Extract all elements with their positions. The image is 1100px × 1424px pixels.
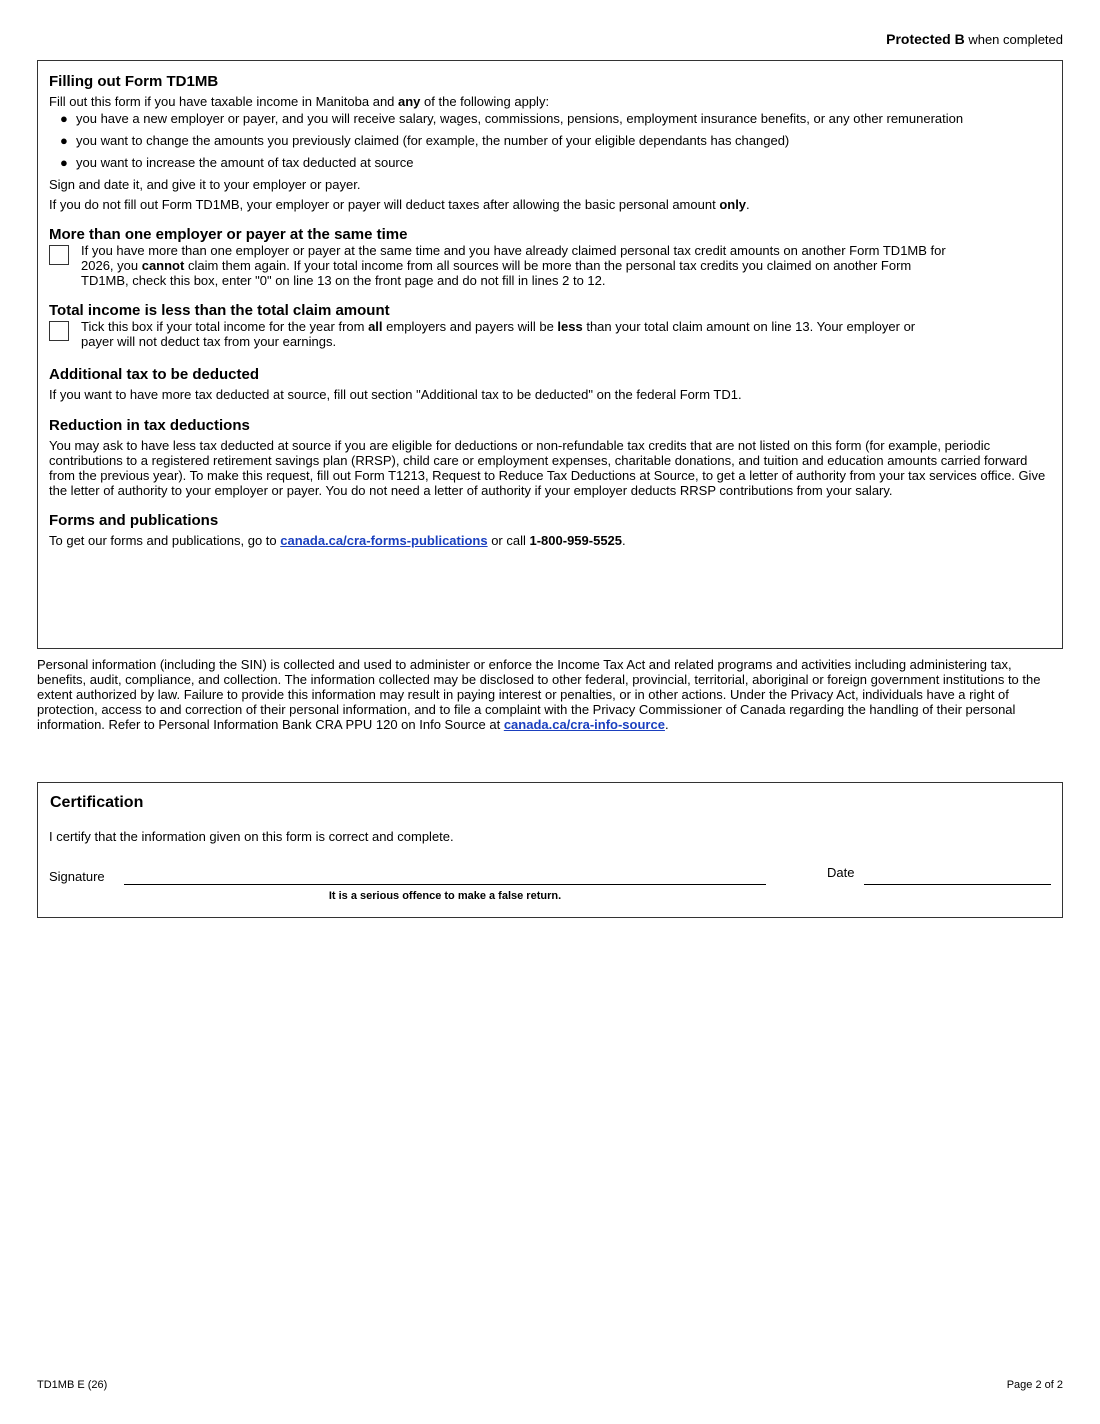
list-item: ● you have a new employer or payer, and you will receive salary, wages, commissions, pensions, employment insurance benefits, or any other remuneration [60, 111, 964, 126]
date-field[interactable] [864, 884, 1051, 885]
reduction-title: Reduction in tax deductions [49, 417, 250, 434]
filling-bullet-list [49, 111, 1051, 170]
reduction-text: You may ask to have less tax deducted at source if you are eligible for deductions or non-refundable tax credits that are not listed on this form (for example, periodic contributions to a registered retirement savings plan (RRSP), child care or employment expenses, charitable donations, and tuition and education amounts carried forward from the previous year). To make this request, fill out Form T1213, Request to Reduce Tax Deductions at Source, to get a letter of authority from your tax services office. Give the letter of authority to your employer or payer. You do not need a letter of authority if your employer deducts RRSP contributions from your salary. [49, 438, 1046, 498]
not-fill-note: If you do not fill out Form TD1MB, your employer or payer will deduct taxes after allowing the basic personal amount only. [49, 197, 750, 212]
more-than-one-text: If you have more than one employer or payer at the same time and you have already claimed personal tax credit amounts on another Form TD1MB for 2026, you cannot claim them again. If your total income from all sources will be more than the personal tax credits you claimed on another Form TD1MB, check this box, enter "0" on line 13 on the front page and do not fill in lines 2 to 12. [81, 243, 946, 288]
protected-b: Protected B [886, 31, 965, 47]
certification-box [37, 782, 1063, 918]
signature-label: Signature [49, 869, 105, 884]
total-income-row [49, 319, 1051, 349]
instructions-box [37, 60, 1063, 649]
page-number: Page 2 of 2 [1006, 1379, 1063, 1391]
total-income-title: Total income is less than the total claim amount [49, 302, 390, 319]
list-item: ● you want to change the amounts you previously claimed (for example, the number of your eligible dependants has changed) [60, 133, 790, 148]
bullet-icon: ● [60, 111, 68, 126]
offence-warning: It is a serious offence to make a false return. [328, 890, 562, 902]
forms-text: To get our forms and publications, go to canada.ca/cra-forms-publications or call 1-800-959-5525. [49, 533, 626, 548]
certification-text: I certify that the information given on this form is correct and complete. [49, 829, 454, 844]
form-code: TD1MB E (26) [37, 1379, 108, 1391]
sign-instruction: Sign and date it, and give it to your employer or payer. [49, 177, 361, 192]
additional-text: If you want to have more tax deducted at source, fill out section "Additional tax to be deducted" on the federal Form TD1. [49, 387, 742, 402]
additional-title: Additional tax to be deducted [49, 366, 260, 383]
forms-publications-link[interactable]: canada.ca/cra-forms-publications [280, 533, 488, 548]
filling-intro: Fill out this form if you have taxable income in Manitoba and any of the following apply: [49, 94, 550, 109]
phone-number: 1-800-959-5525 [529, 533, 623, 548]
bullet-icon: ● [60, 133, 68, 148]
bullet-icon: ● [60, 155, 68, 170]
certification-title: Certification [50, 794, 144, 811]
forms-title: Forms and publications [49, 512, 219, 529]
more-than-one-row [49, 243, 1051, 288]
protected-rest: when completed [964, 32, 1063, 47]
protected-label [886, 32, 1063, 47]
total-income-text: Tick this box if your total income for the year from all employers and payers will be less than your total claim amount on line 13. Your employer or payer will not deduct tax from your earnings. [81, 319, 916, 349]
signature-field[interactable] [124, 884, 766, 885]
info-source-link[interactable]: canada.ca/cra-info-source [503, 717, 665, 732]
total-income-checkbox[interactable] [49, 321, 69, 341]
list-item: ● you want to increase the amount of tax deducted at source [60, 155, 414, 170]
more-than-one-title: More than one employer or payer at the same time [49, 226, 408, 243]
privacy-statement: Personal information (including the SIN) is collected and used to administer or enforce the Income Tax Act and related programs and activities including administering tax, benefits, audit, compliance, and collection. The information collected may be disclosed to other federal, provincial, territorial, aboriginal or foreign government institutions to the extent authorized by law. Failure to provide this information may result in paying interest or penalties, or in other actions. Under the Privacy Act, individuals have a right of protection, access to and correction of their personal information, and to file a complaint with the Privacy Commissioner of Canada regarding the handling of their personal information. Refer to Personal Information Bank CRA PPU 120 on Info Source at canada.ca/cra-info-source. [37, 657, 1041, 732]
date-label: Date [827, 865, 855, 880]
more-than-one-checkbox[interactable] [49, 245, 69, 265]
filling-title: Filling out Form TD1MB [49, 73, 219, 90]
